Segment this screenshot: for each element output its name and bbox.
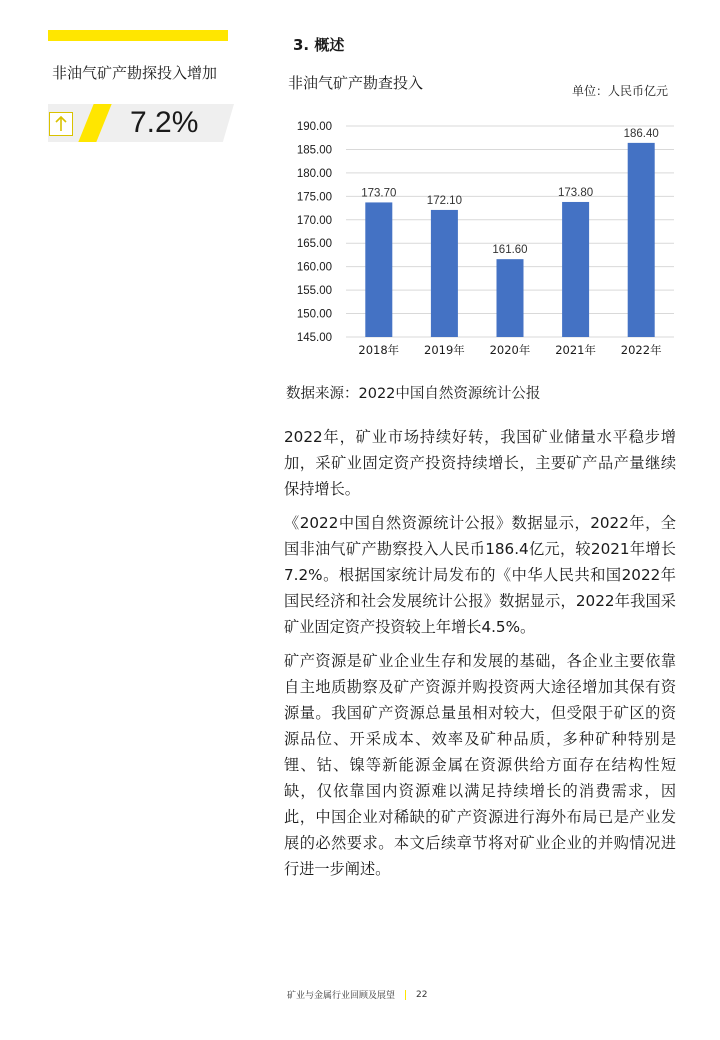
arrow-up-icon — [49, 112, 73, 136]
data-label: 173.80 — [558, 186, 594, 199]
sidebar-title: 非油气矿产勘探投入增加 — [52, 64, 218, 82]
x-tick-label: 2019年 — [424, 343, 465, 357]
y-tick-label: 145.00 — [296, 332, 332, 344]
body-text — [284, 424, 676, 890]
bar — [628, 143, 655, 337]
paragraph-1: 2022年，矿业市场持续好转，我国矿业储量水平稳步增加，采矿业固定资产投资持续增长，主要矿产品产量继续保持增长。 — [284, 428, 676, 498]
data-label: 173.70 — [361, 187, 397, 200]
chart-source: 数据来源：2022中国自然资源统计公报 — [286, 386, 541, 402]
page-number: 22 — [416, 989, 428, 1000]
y-tick-label: 175.00 — [296, 191, 332, 204]
bar-chart — [280, 112, 680, 368]
y-tick-label: 160.00 — [296, 261, 332, 274]
bar — [497, 259, 524, 337]
chart-title: 非油气矿产勘查投入 — [288, 74, 424, 92]
kpi-callout — [48, 104, 238, 142]
bar — [365, 202, 392, 337]
footer-separator — [405, 990, 406, 1000]
x-tick-label: 2022年 — [620, 343, 662, 357]
page-footer — [287, 988, 427, 1001]
y-tick-label: 170.00 — [296, 214, 332, 227]
x-tick-label: 2020年 — [489, 343, 531, 357]
y-tick-label: 150.00 — [296, 308, 332, 321]
x-tick-label: 2021年 — [555, 343, 596, 357]
y-tick-label: 165.00 — [296, 238, 332, 251]
kpi-value: 7.2% — [130, 106, 199, 139]
x-tick-label: 2018年 — [358, 343, 400, 357]
accent-bar — [48, 30, 228, 41]
bar — [562, 202, 589, 337]
y-tick-label: 190.00 — [296, 121, 332, 133]
y-tick-label: 180.00 — [296, 167, 332, 180]
y-tick-label: 155.00 — [296, 285, 332, 298]
data-label: 161.60 — [492, 244, 528, 257]
chart-unit-label: 单位：人民币亿元 — [571, 84, 668, 98]
paragraph-2: 《2022中国自然资源统计公报》数据显示，2022年，全国非油气矿产勘察投入人民币186.4亿元，较2021年增长7.2%。根据国家统计局发布的《中华人民共和国2022年国民经济和社会发展统计公报》数据显示，2022年我国采矿业固定资产投资较上年增长4.5%。 — [284, 514, 676, 636]
section-title: 3. 概述 — [293, 36, 345, 54]
footer-report-title: 矿业与金属行业回顾及展望 — [287, 991, 396, 1001]
y-tick-label: 185.00 — [296, 144, 332, 157]
paragraph-3: 矿产资源是矿业企业生存和发展的基础，各企业主要依靠自主地质勘察及矿产资源并购投资两大途径增加其保有资源量。我国矿产资源总量虽相对较大，但受限于矿区的资源品位、开采成本、效率及矿种品质，多种矿种特别是锂、钴、镍等新能源金属在资源供给方面存在结构性短缺，仅依靠国内资源难以满足持续增长的消费需求，因此，中国企业对稀缺的矿产资源进行海外布局已是产业发展的必然要求。本文后续章节将对矿业企业的并购情况进行进一步阐述。 — [284, 652, 676, 878]
data-label: 172.10 — [426, 194, 462, 207]
bar — [431, 210, 458, 337]
data-label: 186.40 — [623, 127, 659, 140]
